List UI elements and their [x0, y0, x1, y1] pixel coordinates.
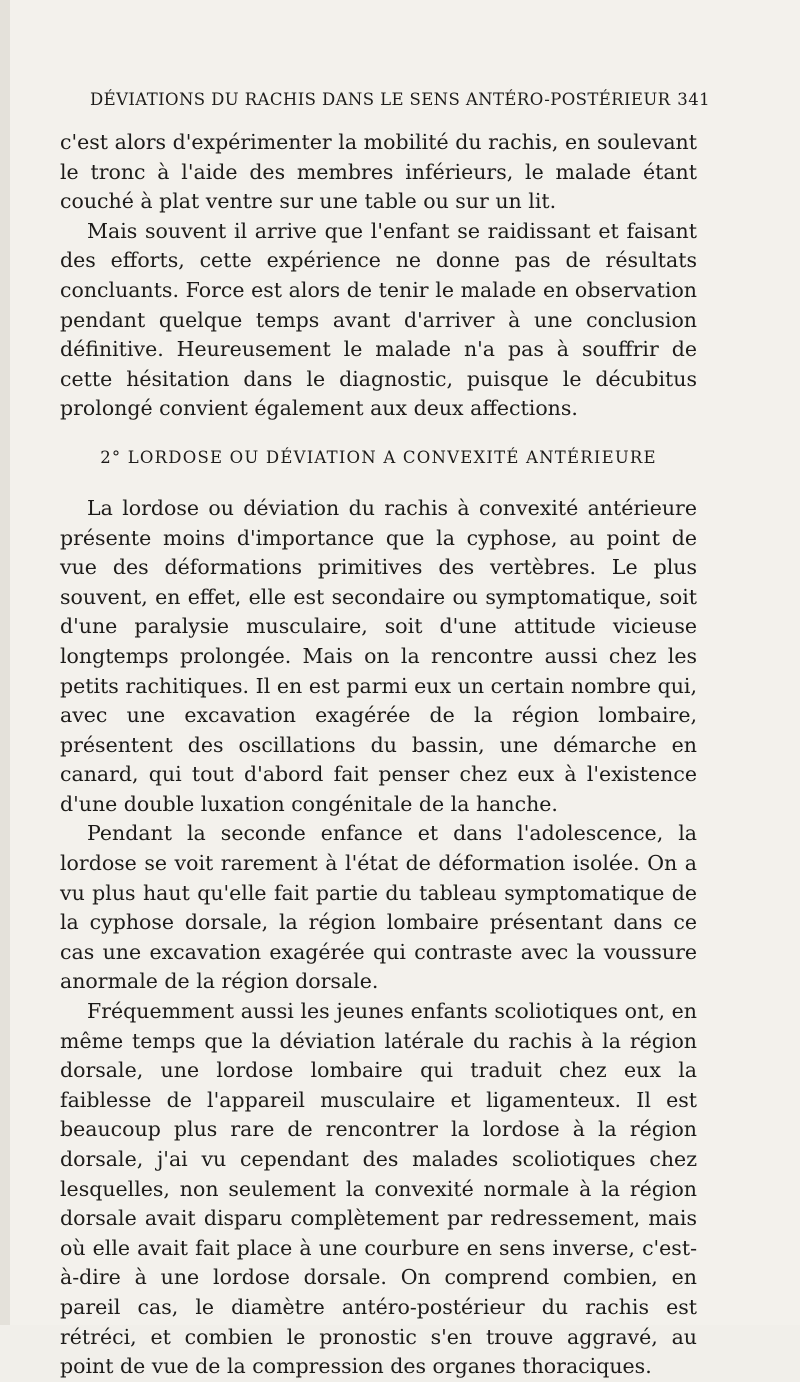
- section-heading: 2° LORDOSE OU DÉVIATION A CONVEXITÉ ANTÉRIEURE: [100, 447, 657, 467]
- running-header-title: DÉVIATIONS DU RACHIS DANS LE SENS ANTÉRO-POSTÉRIEUR: [90, 90, 671, 109]
- paragraph: Mais souvent il arrive que l'enfant se raidissant et faisant des efforts, cette expérience ne donne pas de résultats concluants. Force est alors de tenir le malade en observation pendant quelque temps avant d'arriver à une conclusion définitive. Heureusement le malade n'a pas à souffrir de cette hésitation dans le diagnostic, puisque le décubitus prolongé convient également aux deux affections.: [60, 218, 697, 421]
- page-edge-shadow: [0, 0, 10, 1325]
- paragraph: La lordose ou déviation du rachis à convexité antérieure présente moins d'importance que la cyphose, au point de vue des déformations primitives des vertèbres. Le plus souvent, en effet, elle est secondaire ou symptomatique, soit d'une paralysie musculaire, soit d'une attitude vicieuse longtemps prolongée. Mais on la rencontre aussi chez les petits rachitiques. Il en est parmi eux un certain nombre qui, avec une excavation exagérée de la région lombaire, présentent des oscillations du bassin, une démarche en canard, qui tout d'abord fait penser chez eux à l'existence d'une double luxation congénitale de la hanche.: [60, 495, 697, 816]
- page-body: [60, 128, 697, 1382]
- running-header: [90, 90, 710, 116]
- paragraph: Pendant la seconde enfance et dans l'adolescence, la lordose se voit rarement à l'état de déformation isolée. On a vu plus haut qu'elle fait partie du tableau symptomatique de la cyphose dorsale, la région lombaire présentant dans ce cas une excavation exagérée qui contraste avec la voussure anormale de la région dorsale.: [60, 821, 697, 994]
- paragraph: Fréquemment aussi les jeunes enfants scoliotiques ont, en même temps que la déviation latérale du rachis à la région dorsale, une lordose lombaire qui traduit chez eux la faiblesse de l'appareil musculaire et ligamenteux. Il est beaucoup plus rare de rencontrer la lordose à la région dorsale, j'ai vu cependant des malades scoliotiques chez lesquelles, non seulement la convexité normale à la région dorsale avait disparu complètement par redressement, mais où elle avait fait place à une courbure en sens inverse, c'est-à-dire à une lordose dorsale. On comprend combien, en pareil cas, le diamètre antéro-postérieur du rachis est rétréci, et combien le pronostic s'en trouve aggravé, au point de vue de la compression des organes thoraciques.: [60, 999, 697, 1379]
- page-number: 341: [677, 90, 710, 109]
- paragraph-continued: c'est alors d'expérimenter la mobilité du rachis, en soulevant le tronc à l'aide des membres inférieurs, le malade étant couché à plat ventre sur une table ou sur un lit.: [60, 130, 697, 214]
